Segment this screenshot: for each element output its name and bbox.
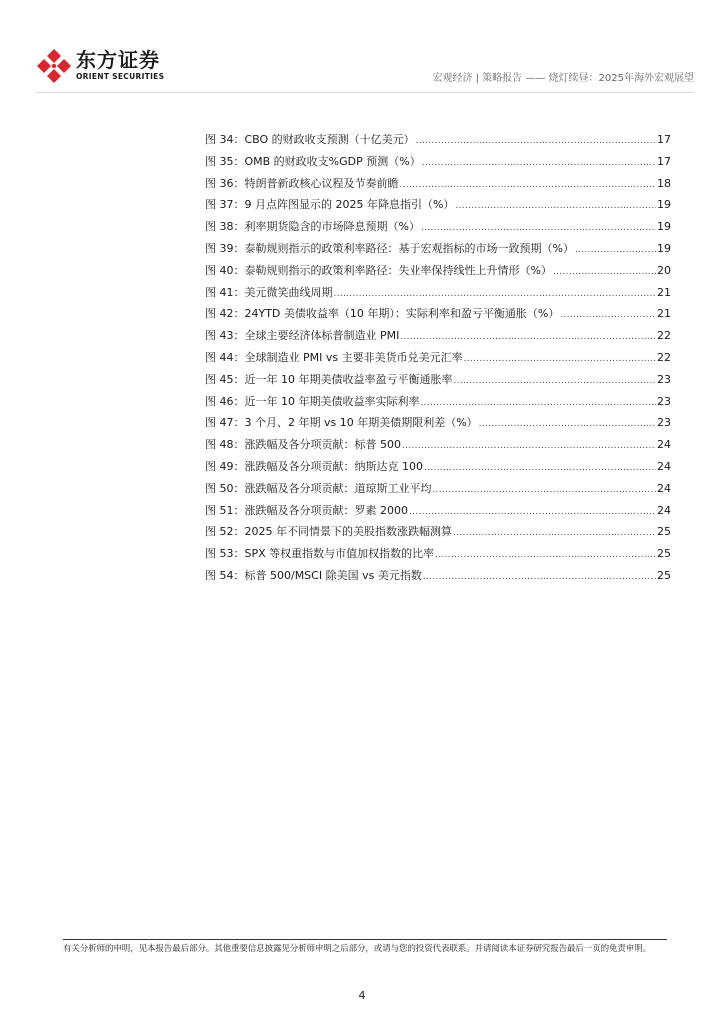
toc-leader-dots [560,305,656,327]
toc-entry-title: 图 43：全球主要经济体标普制造业 PMI [205,329,400,343]
toc-entry[interactable] [205,565,671,587]
brand-name-cn: 东方证券 [76,48,160,72]
toc-entry-page: 25 [657,525,671,539]
toc-leader-dots [424,458,656,480]
toc-entry[interactable] [205,478,671,500]
toc-entry-title: 图 40：泰勒规则指示的政策利率路径：失业率保持线性上升情形（%） [205,263,552,277]
toc-entry-page: 20 [657,263,671,277]
toc-entry-page: 18 [657,176,671,190]
toc-entry-page: 19 [657,241,671,255]
toc-entry[interactable] [205,500,671,522]
figure-index [205,129,671,587]
page-header [0,0,724,95]
toc-entry-title: 图 38：利率期货隐含的市场降息预期（%） [205,220,420,234]
toc-entry-title: 图 37：9 月点阵图显示的 2025 年降息指引（%） [205,198,455,212]
toc-leader-dots [422,153,656,175]
toc-entry-page: 21 [657,285,671,299]
toc-entry[interactable] [205,194,671,216]
toc-entry-title: 图 41：美元微笑曲线周期 [205,285,333,299]
toc-entry-page: 25 [657,547,671,561]
toc-leader-dots [455,196,656,218]
orient-securities-logo-icon [36,48,72,84]
toc-entry[interactable] [205,325,671,347]
toc-leader-dots [433,480,657,502]
toc-entry[interactable] [205,412,671,434]
toc-entry-title: 图 42：24YTD 美债收益率（10 年期）：实际利率和盈亏平衡通胀（%） [205,307,560,321]
toc-leader-dots [420,393,656,415]
toc-leader-dots [553,262,656,284]
toc-leader-dots [409,502,656,524]
toc-leader-dots [453,523,656,545]
toc-entry-page: 22 [657,350,671,364]
toc-entry[interactable] [205,260,671,282]
toc-leader-dots [400,327,656,349]
toc-entry-title: 图 35：OMB 的财政收支%GDP 预测（%） [205,154,421,168]
toc-leader-dots [575,240,656,262]
toc-entry-page: 24 [657,503,671,517]
toc-leader-dots [423,567,656,589]
toc-entry-page: 24 [657,438,671,452]
toc-entry[interactable] [205,282,671,304]
toc-entry[interactable] [205,216,671,238]
toc-leader-dots [402,436,656,458]
toc-entry-title: 图 48：涨跌幅及各分项贡献：标普 500 [205,438,401,452]
header-divider [36,92,694,93]
toc-entry-title: 图 46：近一年 10 年期美债收益率实际利率 [205,394,420,408]
toc-leader-dots [334,284,657,306]
toc-entry-page: 19 [657,198,671,212]
toc-entry-page: 23 [657,394,671,408]
toc-entry-page: 24 [657,481,671,495]
toc-entry-title: 图 52：2025 年不同情景下的美股指数涨跌幅测算 [205,525,452,539]
toc-entry-page: 23 [657,416,671,430]
toc-leader-dots [435,545,656,567]
toc-leader-dots [416,131,656,153]
brand-name-en: ORIENT SECURITIES [76,72,165,81]
page-number: 4 [358,989,366,1002]
toc-entry-title: 图 49：涨跌幅及各分项贡献：纳斯达克 100 [205,459,423,473]
toc-entry-title: 图 47：3 个月、2 年期 vs 10 年期美债期限利差（%） [205,416,478,430]
toc-entry[interactable] [205,456,671,478]
toc-entry-title: 图 36：特朗普新政核心议程及节奏前瞻 [205,176,399,190]
toc-leader-dots [400,175,657,197]
toc-leader-dots [479,414,656,436]
toc-entry-page: 17 [657,133,671,146]
toc-entry[interactable] [205,347,671,369]
toc-entry-page: 25 [657,568,671,582]
toc-entry[interactable] [205,521,671,543]
toc-entry-title: 图 39：泰勒规则指示的政策利率路径：基于宏观指标的市场一致预期（%） [205,241,574,255]
toc-entry-title: 图 45：近一年 10 年期美债收益率盈亏平衡通胀率 [205,372,453,386]
toc-entry-page: 24 [657,459,671,473]
document-meta: 宏观经济 | 策略报告 —— 烧灯续昼：2025年海外宏观展望 [432,73,694,84]
toc-entry-title: 图 44：全球制造业 PMI vs 主要非美货币兑美元汇率 [205,350,463,364]
toc-entry-page: 19 [657,220,671,234]
toc-entry[interactable] [205,173,671,195]
toc-entry[interactable] [205,434,671,456]
toc-entry-title: 图 50：涨跌幅及各分项贡献：道琼斯工业平均 [205,481,432,495]
toc-leader-dots [453,371,656,393]
toc-entry[interactable] [205,369,671,391]
toc-entry-page: 21 [657,307,671,321]
toc-entry-title: 图 53：SPX 等权重指数与市值加权指数的比率 [205,547,435,561]
toc-entry[interactable] [205,543,671,565]
toc-entry[interactable] [205,391,671,413]
toc-entry[interactable] [205,151,671,173]
toc-entry[interactable] [205,238,671,260]
footer-divider [63,939,667,940]
toc-leader-dots [421,218,656,240]
toc-entry-page: 17 [657,154,671,168]
toc-leader-dots [464,349,656,371]
toc-entry-title: 图 34：CBO 的财政收支预测（十亿美元） [205,133,415,146]
toc-entry[interactable] [205,303,671,325]
toc-entry-page: 22 [657,329,671,343]
toc-entry-title: 图 51：涨跌幅及各分项贡献：罗素 2000 [205,503,408,517]
disclaimer: 有关分析师的申明，见本报告最后部分。其他重要信息披露见分析师申明之后部分，或请与您的投资代表联系。并请阅读本证券研究报告最后一页的免责申明。 [63,944,652,954]
toc-entry-title: 图 54：标普 500/MSCI 除美国 vs 美元指数 [205,568,422,582]
toc-entry[interactable] [205,129,671,151]
toc-entry-page: 23 [657,372,671,386]
